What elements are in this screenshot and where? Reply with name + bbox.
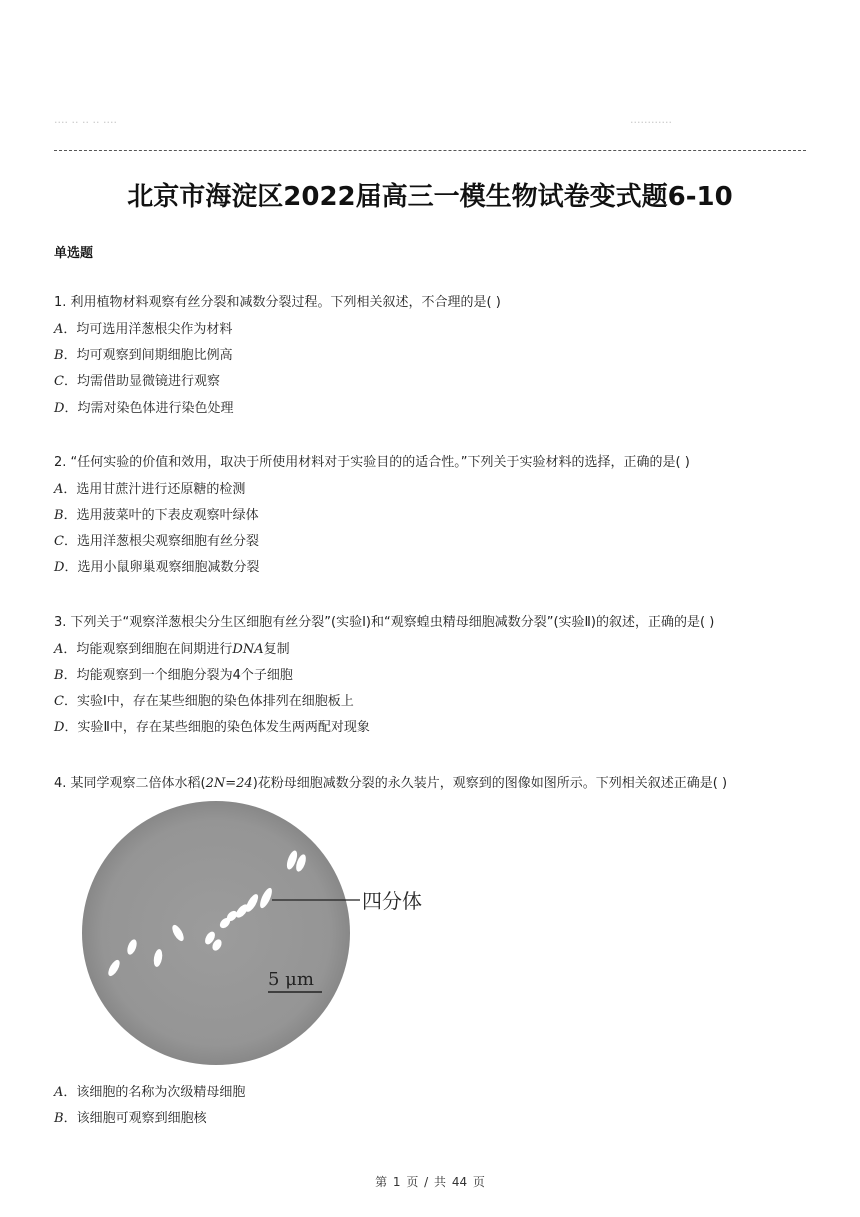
question-4-option-b xyxy=(54,1107,207,1126)
question-3-option-d xyxy=(54,716,370,735)
option-text: ．均可观察到间期细胞比例高 xyxy=(63,348,233,363)
option-letter: A xyxy=(54,482,64,497)
question-2-option-d xyxy=(54,556,259,575)
option-letter: C xyxy=(54,534,64,549)
option-letter: B xyxy=(54,1111,64,1126)
option-letter: C xyxy=(54,694,64,709)
question-2-stem: 2. “任何实验的价值和效用，取决于所使用材料对于实验目的的适合性。”下列关于实验材料的选择，正确的是( ) xyxy=(54,455,690,470)
option-letter: D xyxy=(54,560,65,575)
option-text: ．选用菠菜叶的下表皮观察叶绿体 xyxy=(63,508,259,523)
scale-bar-label: 5 μm xyxy=(268,969,314,990)
micrograph-figure xyxy=(70,800,450,1070)
option-text: ．实验Ⅱ中，存在某些细胞的染色体发生两两配对现象 xyxy=(64,720,370,735)
question-1-stem: 1. 利用植物材料观察有丝分裂和减数分裂过程。下列相关叙述，不合理的是( ) xyxy=(54,295,501,310)
section-label: 单选题 xyxy=(54,246,94,261)
question-3-option-a xyxy=(54,638,290,657)
option-text-tail: 复制 xyxy=(263,642,290,657)
option-letter: B xyxy=(54,508,64,523)
option-text: ．该细胞可观察到细胞核 xyxy=(63,1111,207,1126)
option-letter: B xyxy=(54,668,64,683)
option-letter: A xyxy=(54,322,64,337)
question-2-option-a xyxy=(54,478,245,497)
option-letter: A xyxy=(54,642,64,657)
question-3-option-c xyxy=(54,690,354,709)
question-3-option-b xyxy=(54,664,293,683)
page-footer: 第 1 页 / 共 44 页 xyxy=(375,1175,485,1189)
header-left-text: ···· ·· ·· ·· ···· xyxy=(54,116,117,129)
question-1-option-b xyxy=(54,344,233,363)
question-4-option-a xyxy=(54,1081,245,1100)
option-text: ．均能观察到一个细胞分裂为4个子细胞 xyxy=(63,668,293,683)
option-letter: D xyxy=(54,720,65,735)
question-4-stem xyxy=(54,772,727,791)
option-text: ．均能观察到细胞在间期进行 xyxy=(63,642,233,657)
cell-body xyxy=(82,801,350,1065)
question-1-option-a xyxy=(54,318,232,337)
option-text: ．选用小鼠卵巢观察细胞减数分裂 xyxy=(64,560,260,575)
option-text: ．均需对染色体进行染色处理 xyxy=(64,401,234,416)
option-letter: C xyxy=(54,374,64,389)
option-letter: B xyxy=(54,348,64,363)
math-2n: 2N=24 xyxy=(205,776,253,791)
question-1-option-c xyxy=(54,370,220,389)
question-2-option-b xyxy=(54,504,259,523)
question-3-stem: 3. 下列关于“观察洋葱根尖分生区细胞有丝分裂”(实验Ⅰ)和“观察蝗虫精母细胞减数分裂”(实验Ⅱ)的叙述，正确的是( ) xyxy=(54,615,715,630)
tetrad-label: 四分体 xyxy=(362,889,422,913)
header-right-text: ············ xyxy=(630,116,672,129)
page-title: 北京市海淀区2022届高三一模生物试卷变式题6-10 xyxy=(127,182,733,212)
stem-text: 4. 某同学观察二倍体水稻( xyxy=(54,776,206,791)
header-divider xyxy=(54,150,806,151)
stem-text-tail: )花粉母细胞减数分裂的永久装片，观察到的图像如图所示。下列相关叙述正确是( ) xyxy=(252,776,728,791)
math-dna: DNA xyxy=(232,642,264,657)
option-text: ．均可选用洋葱根尖作为材料 xyxy=(63,322,233,337)
option-text: ．实验Ⅰ中，存在某些细胞的染色体排列在细胞板上 xyxy=(63,694,354,709)
question-2-option-c xyxy=(54,530,259,549)
option-text: ．均需借助显微镜进行观察 xyxy=(63,374,220,389)
option-letter: A xyxy=(54,1085,64,1100)
option-text: ．该细胞的名称为次级精母细胞 xyxy=(63,1085,246,1100)
option-text: ．选用甘蔗汁进行还原糖的检测 xyxy=(63,482,246,497)
option-text: ．选用洋葱根尖观察细胞有丝分裂 xyxy=(63,534,259,549)
option-letter: D xyxy=(54,401,65,416)
question-1-option-d xyxy=(54,397,233,416)
